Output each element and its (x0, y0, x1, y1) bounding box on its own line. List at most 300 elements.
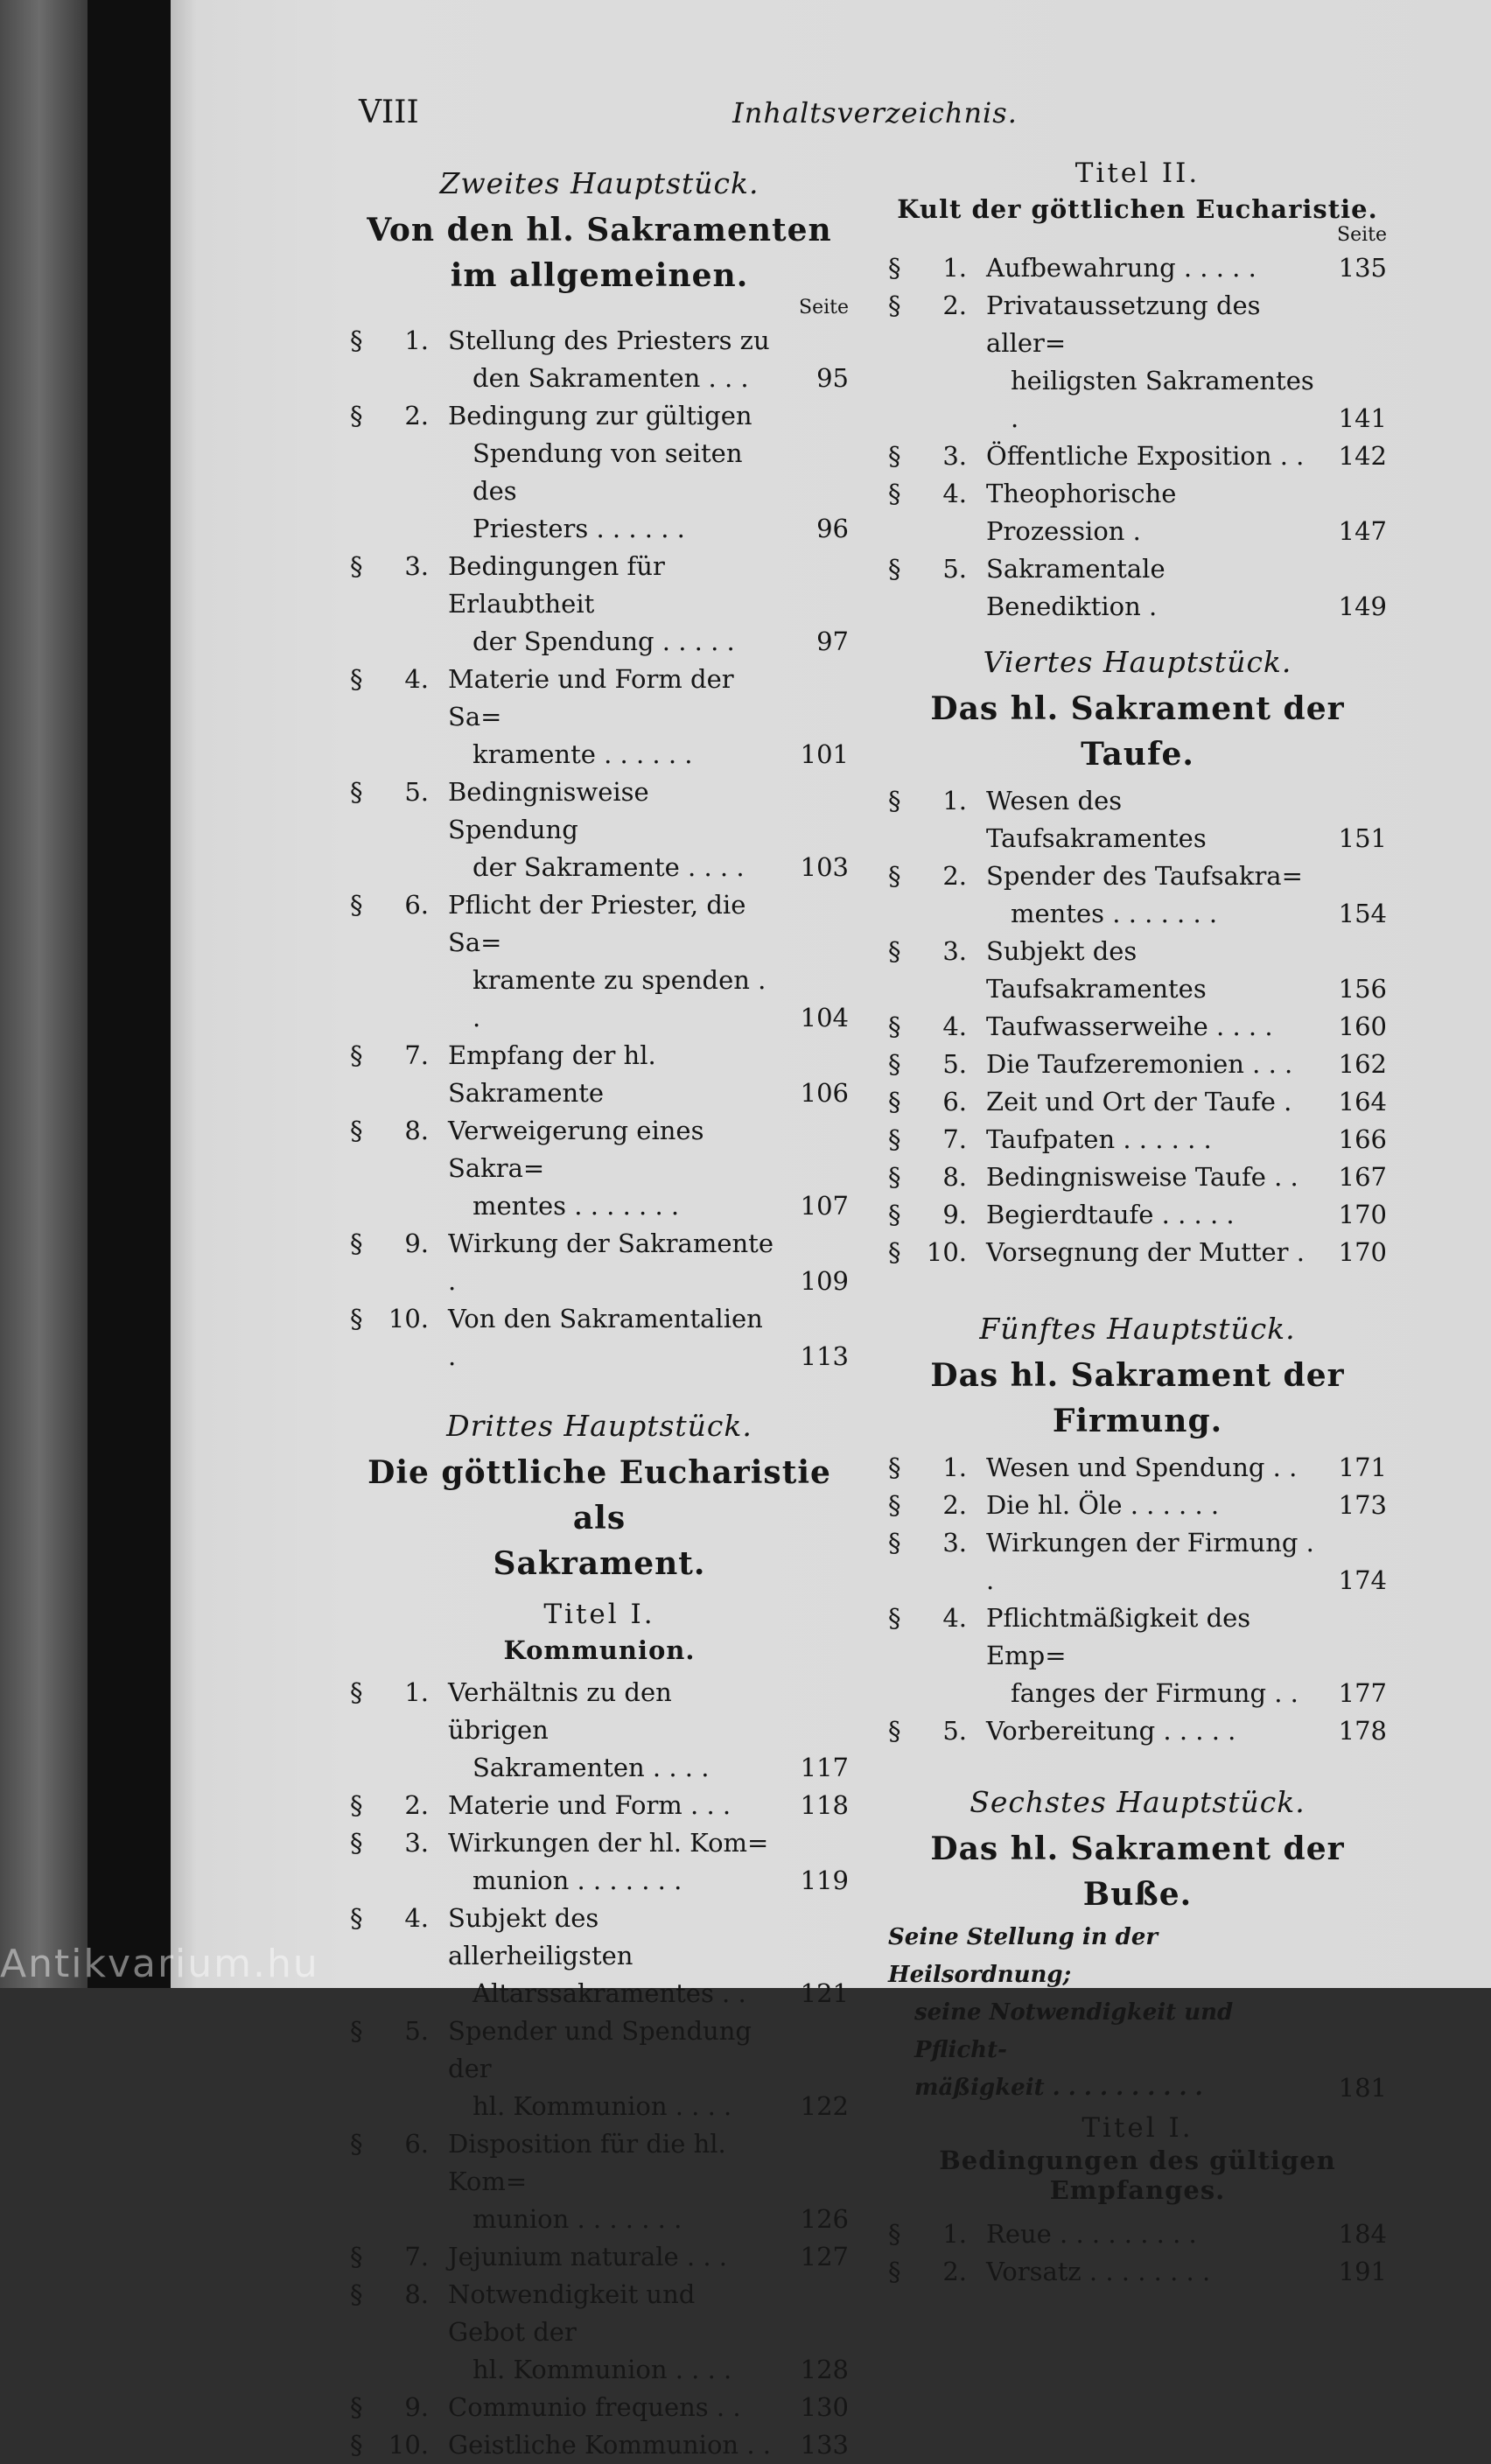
toc-entry (888, 782, 1387, 858)
section-number: 2. (942, 2257, 967, 2286)
section-number: 5. (404, 2016, 429, 2046)
section-symbol: § (888, 1087, 901, 1116)
chapter-label: Zweites Hauptstück. (439, 166, 760, 200)
entry-title (986, 1449, 1317, 1487)
page-ref: 166 (1338, 1124, 1387, 1154)
section-symbol: § (888, 936, 901, 966)
entry-title-line: Bedingnisweise Spendung (448, 777, 649, 844)
chapter-title (350, 207, 849, 298)
entry-title-line: Vorsegnung der Mutter . (986, 1237, 1305, 1267)
entry-title-line: Privataussetzung des aller= (986, 290, 1261, 358)
entry-title-line: Begierdtaufe . . . . . (986, 1200, 1235, 1229)
titel-label: Titel I. (1082, 2112, 1194, 2144)
intro-line: seine Notwendigkeit und Pflicht- (914, 1999, 1234, 2063)
page-ref: 184 (1338, 2219, 1387, 2249)
entry-title (448, 2276, 779, 2389)
toc-list (888, 2216, 1387, 2291)
entry-title-line: Materie und Form der Sa= (448, 664, 734, 732)
entry-title-line: Spender des Taufsakra= (986, 861, 1303, 891)
page-ref: 154 (1338, 899, 1387, 928)
section-symbol: § (350, 2242, 363, 2272)
section-number: 4. (942, 1012, 967, 1041)
entry-title (448, 2012, 779, 2125)
toc-entry (888, 550, 1387, 626)
section-symbol: § (888, 1162, 901, 1192)
toc-entry (888, 1712, 1387, 1750)
intro-line: mäßigkeit . . . . . . . . . . (914, 2075, 1203, 2101)
toc-list (888, 782, 1387, 1271)
page-ref: 96 (816, 514, 849, 543)
section-number: 2. (404, 401, 429, 430)
section-number: 3. (404, 551, 429, 581)
entry-title (986, 1487, 1317, 1524)
chapter-title (888, 1353, 1387, 1444)
entry-title-line: kramente . . . . . . (472, 739, 693, 769)
entry-title-line: mentes . . . . . . . (472, 1191, 680, 1221)
toc-entry (888, 1046, 1387, 1083)
toc-entry (888, 1600, 1387, 1712)
page-ref: 113 (800, 1341, 849, 1371)
page-ref: 117 (800, 1753, 849, 1782)
section-number: 7. (404, 2242, 429, 2272)
intro-text (888, 1919, 1317, 2107)
entry-title-line: Die hl. Öle . . . . . . (986, 1490, 1220, 1520)
page-ref: 142 (1338, 441, 1387, 471)
section-number: 2. (404, 1790, 429, 1820)
chapter-title-line: Firmung. (1052, 1403, 1223, 1439)
section-symbol: § (888, 1012, 901, 1041)
entry-title-line: Notwendigkeit und Gebot der (448, 2279, 696, 2347)
page-ref: 162 (1338, 1049, 1387, 1079)
entry-title-line: Stellung des Priesters zu (448, 326, 770, 355)
entry-title-line: kramente zu spenden . . (472, 965, 766, 1032)
entry-title (986, 858, 1317, 933)
entry-title (986, 1524, 1317, 1600)
entry-title (448, 322, 779, 397)
entry-title (448, 1787, 779, 1824)
toc-list (350, 322, 849, 1376)
entry-title-line: Wirkungen der hl. Kom= (448, 1828, 769, 1858)
section-symbol: § (350, 1677, 363, 1707)
section-symbol: § (888, 1603, 901, 1633)
section-number: 5. (404, 777, 429, 807)
chapter-title (350, 1450, 849, 1586)
toc-entry (350, 2389, 849, 2426)
entry-title (448, 1900, 779, 2012)
entry-title (986, 438, 1317, 475)
section-symbol: § (888, 786, 901, 816)
entry-title-line: Wesen des Taufsakramentes (986, 786, 1207, 853)
page-ref: 127 (800, 2242, 849, 2272)
page-ref: 133 (800, 2430, 849, 2460)
toc-list (888, 1449, 1387, 1750)
section-number: 10. (926, 1237, 967, 1267)
entry-title-line: Sakramenten . . . . (472, 1753, 710, 1782)
entry-title (448, 2125, 779, 2238)
entry-title (448, 2426, 779, 2464)
page-ref: 119 (800, 1866, 849, 1895)
section-symbol: § (888, 441, 901, 471)
page-ref: 173 (1338, 1490, 1387, 1520)
section-symbol: § (350, 1040, 363, 1070)
entry-title (986, 782, 1317, 858)
entry-title (448, 548, 779, 661)
entry-title-line: Communio frequens . . (448, 2392, 741, 2422)
section-symbol: § (350, 1790, 363, 1820)
intro-entry (888, 1919, 1387, 2107)
page-ref: 101 (800, 739, 849, 769)
entry-title-line: Geistliche Kommunion . . (448, 2430, 771, 2460)
toc-entry (350, 2125, 849, 2238)
toc-entry (350, 2426, 849, 2464)
section-number: 2. (942, 861, 967, 891)
section-number: 5. (942, 1716, 967, 1746)
entry-title-line: munion . . . . . . . (472, 1866, 682, 1895)
toc-entry (350, 1112, 849, 1225)
entry-title-line: Verweigerung eines Sakra= (448, 1116, 704, 1183)
entry-title (448, 1674, 779, 1787)
entry-title (986, 550, 1317, 626)
toc-entry (888, 2253, 1387, 2291)
chapter-label: Drittes Hauptstück. (446, 1409, 752, 1443)
section-number: 7. (404, 1040, 429, 1070)
section-symbol: § (350, 664, 363, 694)
entry-title-line: Aufbewahrung . . . . . (986, 253, 1256, 283)
section-number: 8. (404, 2279, 429, 2309)
entry-title-line: den Sakramenten . . . (472, 363, 749, 393)
toc-entry (350, 1225, 849, 1300)
section-symbol: § (350, 1228, 363, 1258)
page-ref: 128 (800, 2355, 849, 2384)
section-symbol: § (888, 554, 901, 584)
entry-title (986, 2216, 1317, 2253)
toc-entry (350, 1787, 849, 1824)
section-number: 7. (942, 1124, 967, 1154)
toc-entry (888, 1121, 1387, 1158)
entry-title (986, 933, 1317, 1008)
section-number: 4. (942, 1603, 967, 1633)
section-number: 9. (404, 1228, 429, 1258)
entry-title (448, 2389, 779, 2426)
chapter-label: Fünftes Hauptstück. (979, 1312, 1296, 1346)
entry-title-line: Sakramentale Benediktion . (986, 554, 1166, 621)
section-symbol: § (350, 401, 363, 430)
entry-title-line: Reue . . . . . . . . . (986, 2219, 1197, 2249)
toc-entry (888, 1158, 1387, 1196)
chapter-label: Viertes Hauptstück. (983, 645, 1292, 679)
seite-label: Seite (799, 297, 849, 318)
toc-entry (350, 661, 849, 774)
chapter-title-line: Die göttliche Eucharistie als (368, 1454, 831, 1536)
page-ref: 103 (800, 852, 849, 882)
page-number: VIII (359, 94, 419, 130)
section-number: 4. (942, 479, 967, 508)
page-ref: 151 (1338, 823, 1387, 853)
entry-title-line: Von den Sakramentalien . (448, 1304, 763, 1371)
section-symbol: § (350, 2392, 363, 2422)
entry-title-line: munion . . . . . . . (472, 2204, 682, 2234)
titel-name: Kommunion. (503, 1635, 696, 1665)
section-number: 4. (404, 664, 429, 694)
titel-label: Titel II. (1074, 158, 1200, 189)
entry-title (986, 287, 1317, 438)
section-number: 5. (942, 1049, 967, 1079)
entry-title (986, 1046, 1317, 1083)
section-number: 2. (942, 1490, 967, 1520)
entry-title (986, 1121, 1317, 1158)
chapter-title-line: Das hl. Sakrament der (930, 1357, 1345, 1394)
page-ref: 95 (816, 363, 849, 393)
toc-entry (888, 1487, 1387, 1524)
entry-title (448, 1225, 779, 1300)
entry-title-line: Wesen und Spendung . . (986, 1452, 1298, 1482)
page-ref: 170 (1338, 1237, 1387, 1267)
toc-entry (350, 1900, 849, 2012)
chapter-title-line: Sakrament. (493, 1545, 706, 1582)
entry-title (448, 397, 779, 548)
entry-title (986, 1158, 1317, 1196)
section-symbol: § (888, 1124, 901, 1154)
toc-entry (350, 1300, 849, 1376)
toc-entry (350, 2276, 849, 2389)
section-symbol: § (350, 1116, 363, 1145)
section-symbol: § (888, 1528, 901, 1558)
page-ref: 181 (1338, 2073, 1387, 2103)
running-title: Inhaltsverzeichnis. (732, 96, 1018, 130)
entry-title-line: Spendung von seiten des (472, 438, 743, 506)
toc-entry (888, 1083, 1387, 1121)
page-ref: 164 (1338, 1087, 1387, 1116)
section-number: 6. (404, 890, 429, 920)
entry-title-line: der Sakramente . . . . (472, 852, 745, 882)
page-header (359, 94, 1391, 138)
entry-title-line: Theophorische Prozession . (986, 479, 1177, 546)
toc-entry (888, 1008, 1387, 1046)
toc-entry (888, 1449, 1387, 1487)
entry-title (448, 1037, 779, 1112)
titel-name: Kult der göttlichen Eucharistie. (897, 194, 1378, 224)
section-symbol: § (350, 1828, 363, 1858)
toc-entry (350, 548, 849, 661)
section-number: 5. (942, 554, 967, 584)
entry-title (448, 1112, 779, 1225)
section-number: 8. (404, 1116, 429, 1145)
entry-title-line: Wirkungen der Firmung . . (986, 1528, 1314, 1595)
left-column (350, 158, 849, 2464)
page-ref: 167 (1338, 1162, 1387, 1192)
entry-title-line: Altarssakramentes . . (472, 1978, 746, 2008)
section-symbol: § (888, 1490, 901, 1520)
toc-entry (888, 933, 1387, 1008)
entry-title-line: Subjekt des Taufsakramentes (986, 936, 1207, 1004)
entry-title-line: Pflicht der Priester, die Sa= (448, 890, 746, 957)
toc-entry (888, 287, 1387, 438)
section-symbol: § (888, 1200, 901, 1229)
section-number: 10. (388, 2430, 429, 2460)
chapter-title: Das hl. Sakrament der Buße. (930, 1830, 1345, 1913)
entry-title-line: Bedingungen für Erlaubtheit (448, 551, 665, 619)
toc-entry (888, 475, 1387, 550)
toc-entry (350, 886, 849, 1037)
toc-entry (888, 249, 1387, 287)
entry-title (448, 661, 779, 774)
chapter-title: Das hl. Sakrament der Taufe. (930, 690, 1345, 773)
page-ref: 178 (1338, 1716, 1387, 1746)
section-number: 3. (942, 936, 967, 966)
page-ref: 106 (800, 1078, 849, 1108)
entry-title (986, 1083, 1317, 1121)
section-number: 1. (942, 786, 967, 816)
toc-entry (350, 397, 849, 548)
page-ref: 97 (816, 626, 849, 656)
entry-title-line: fanges der Firmung . . (1011, 1678, 1298, 1708)
page-ref: 107 (800, 1191, 849, 1221)
section-symbol: § (888, 253, 901, 283)
entry-title-line: Taufpaten . . . . . . (986, 1124, 1212, 1154)
toc-entry (888, 1524, 1387, 1600)
entry-title-line: Zeit und Ort der Taufe . (986, 1087, 1292, 1116)
toc-entry (350, 1824, 849, 1900)
entry-title-line: Pflichtmäßigkeit des Emp= (986, 1603, 1251, 1670)
section-symbol: § (350, 1304, 363, 1334)
entry-title-line: Öffentliche Exposition . . (986, 441, 1305, 471)
titel-label: Titel I. (543, 1599, 655, 1630)
entry-title-line: hl. Kommunion . . . . (472, 2091, 732, 2121)
entry-title-line: Jejunium naturale . . . (448, 2242, 727, 2272)
page-ref: 122 (800, 2091, 849, 2121)
entry-title-line: Empfang der hl. Sakramente (448, 1040, 656, 1108)
section-number: 8. (942, 1162, 967, 1192)
section-symbol: § (888, 1049, 901, 1079)
page-ref: 156 (1338, 974, 1387, 1004)
titel-name: Bedingungen des gültigen Empfanges. (939, 2146, 1336, 2205)
section-symbol: § (888, 479, 901, 508)
toc-entry (350, 1037, 849, 1112)
section-symbol: § (888, 290, 901, 320)
page-ref: 135 (1338, 253, 1387, 283)
entry-title (448, 1824, 779, 1900)
toc-entry (888, 1234, 1387, 1271)
chapter-title-line: Von den hl. Sakramenten (367, 212, 832, 248)
entry-title (986, 1196, 1317, 1234)
section-symbol: § (888, 1237, 901, 1267)
section-symbol: § (350, 2129, 363, 2159)
entry-title-line: Bedingnisweise Taufe . . (986, 1162, 1298, 1192)
section-symbol: § (350, 2430, 363, 2460)
section-number: 6. (404, 2129, 429, 2159)
toc-entry (888, 858, 1387, 933)
entry-title-line: hl. Kommunion . . . . (472, 2355, 732, 2384)
entry-title-line: Subjekt des allerheiligsten (448, 1903, 634, 1970)
section-number: 1. (942, 2219, 967, 2249)
section-number: 2. (942, 290, 967, 320)
chapter-title-line: im allgemeinen. (450, 257, 749, 294)
entry-title (986, 2253, 1317, 2291)
section-number: 9. (404, 2392, 429, 2422)
section-number: 6. (942, 1087, 967, 1116)
section-symbol: § (888, 2219, 901, 2249)
section-number: 3. (942, 441, 967, 471)
section-number: 4. (404, 1903, 429, 1933)
watermark: Antikvarium.hu (0, 1942, 319, 1986)
entry-title (448, 2238, 779, 2276)
section-symbol: § (888, 861, 901, 891)
section-number: 3. (404, 1828, 429, 1858)
toc-entry (888, 1196, 1387, 1234)
toc-entry (350, 2238, 849, 2276)
section-symbol: § (888, 1716, 901, 1746)
section-number: 9. (942, 1200, 967, 1229)
section-number: 1. (404, 1677, 429, 1707)
entry-title-line: Wirkung der Sakramente . (448, 1228, 774, 1296)
entry-title-line: mentes . . . . . . . (1011, 899, 1218, 928)
page-ref: 118 (800, 1790, 849, 1820)
page-ref: 141 (1338, 403, 1387, 433)
page-ref: 174 (1338, 1565, 1387, 1595)
entry-title (986, 1234, 1317, 1271)
section-symbol: § (888, 2257, 901, 2286)
entry-title (986, 1712, 1317, 1750)
entry-title-line: Materie und Form . . . (448, 1790, 732, 1820)
entry-title-line: der Spendung . . . . . (472, 626, 735, 656)
section-symbol: § (350, 2016, 363, 2046)
page-ref: 191 (1338, 2257, 1387, 2286)
page-ref: 147 (1338, 516, 1387, 546)
toc-entry (350, 2012, 849, 2125)
page-ref: 177 (1338, 1678, 1387, 1708)
page-ref: 121 (800, 1978, 849, 2008)
toc-entry (350, 1674, 849, 1787)
page-ref: 104 (800, 1003, 849, 1032)
page-ref: 130 (800, 2392, 849, 2422)
entry-title-line: Spender und Spendung der (448, 2016, 752, 2083)
entry-title (448, 1300, 779, 1376)
entry-title-line: Taufwasserweihe . . . . (986, 1012, 1273, 1041)
page-ref: 171 (1338, 1452, 1387, 1482)
entry-title (986, 1600, 1317, 1712)
entry-title (986, 1008, 1317, 1046)
section-number: 3. (942, 1528, 967, 1558)
page-ref: 109 (800, 1266, 849, 1296)
page-ref: 170 (1338, 1200, 1387, 1229)
entry-title (986, 475, 1317, 550)
toc-entry (888, 438, 1387, 475)
section-number: 1. (404, 326, 429, 355)
entry-title (986, 249, 1317, 287)
section-number: 10. (388, 1304, 429, 1334)
toc-list (350, 1674, 849, 2464)
entry-title-line: Vorbereitung . . . . . (986, 1716, 1236, 1746)
entry-title-line: Vorsatz . . . . . . . . (986, 2257, 1211, 2286)
section-symbol: § (350, 1903, 363, 1933)
page-ref: 160 (1338, 1012, 1387, 1041)
seite-label: Seite (1337, 224, 1387, 246)
entry-title-line: Disposition für die hl. Kom= (448, 2129, 726, 2196)
toc-entry (350, 322, 849, 397)
entry-title-line: Priesters . . . . . . (472, 514, 685, 543)
entry-title-line: Bedingung zur gültigen (448, 401, 752, 430)
toc-entry (350, 774, 849, 886)
entry-title-line: Verhältnis zu den übrigen (448, 1677, 672, 1745)
section-symbol: § (350, 326, 363, 355)
page-ref: 149 (1338, 592, 1387, 621)
section-number: 1. (942, 253, 967, 283)
right-column (888, 158, 1387, 2291)
toc-list (888, 249, 1387, 626)
section-symbol: § (350, 777, 363, 807)
section-number: 1. (942, 1452, 967, 1482)
entry-title-line: Die Taufzeremonien . . . (986, 1049, 1293, 1079)
